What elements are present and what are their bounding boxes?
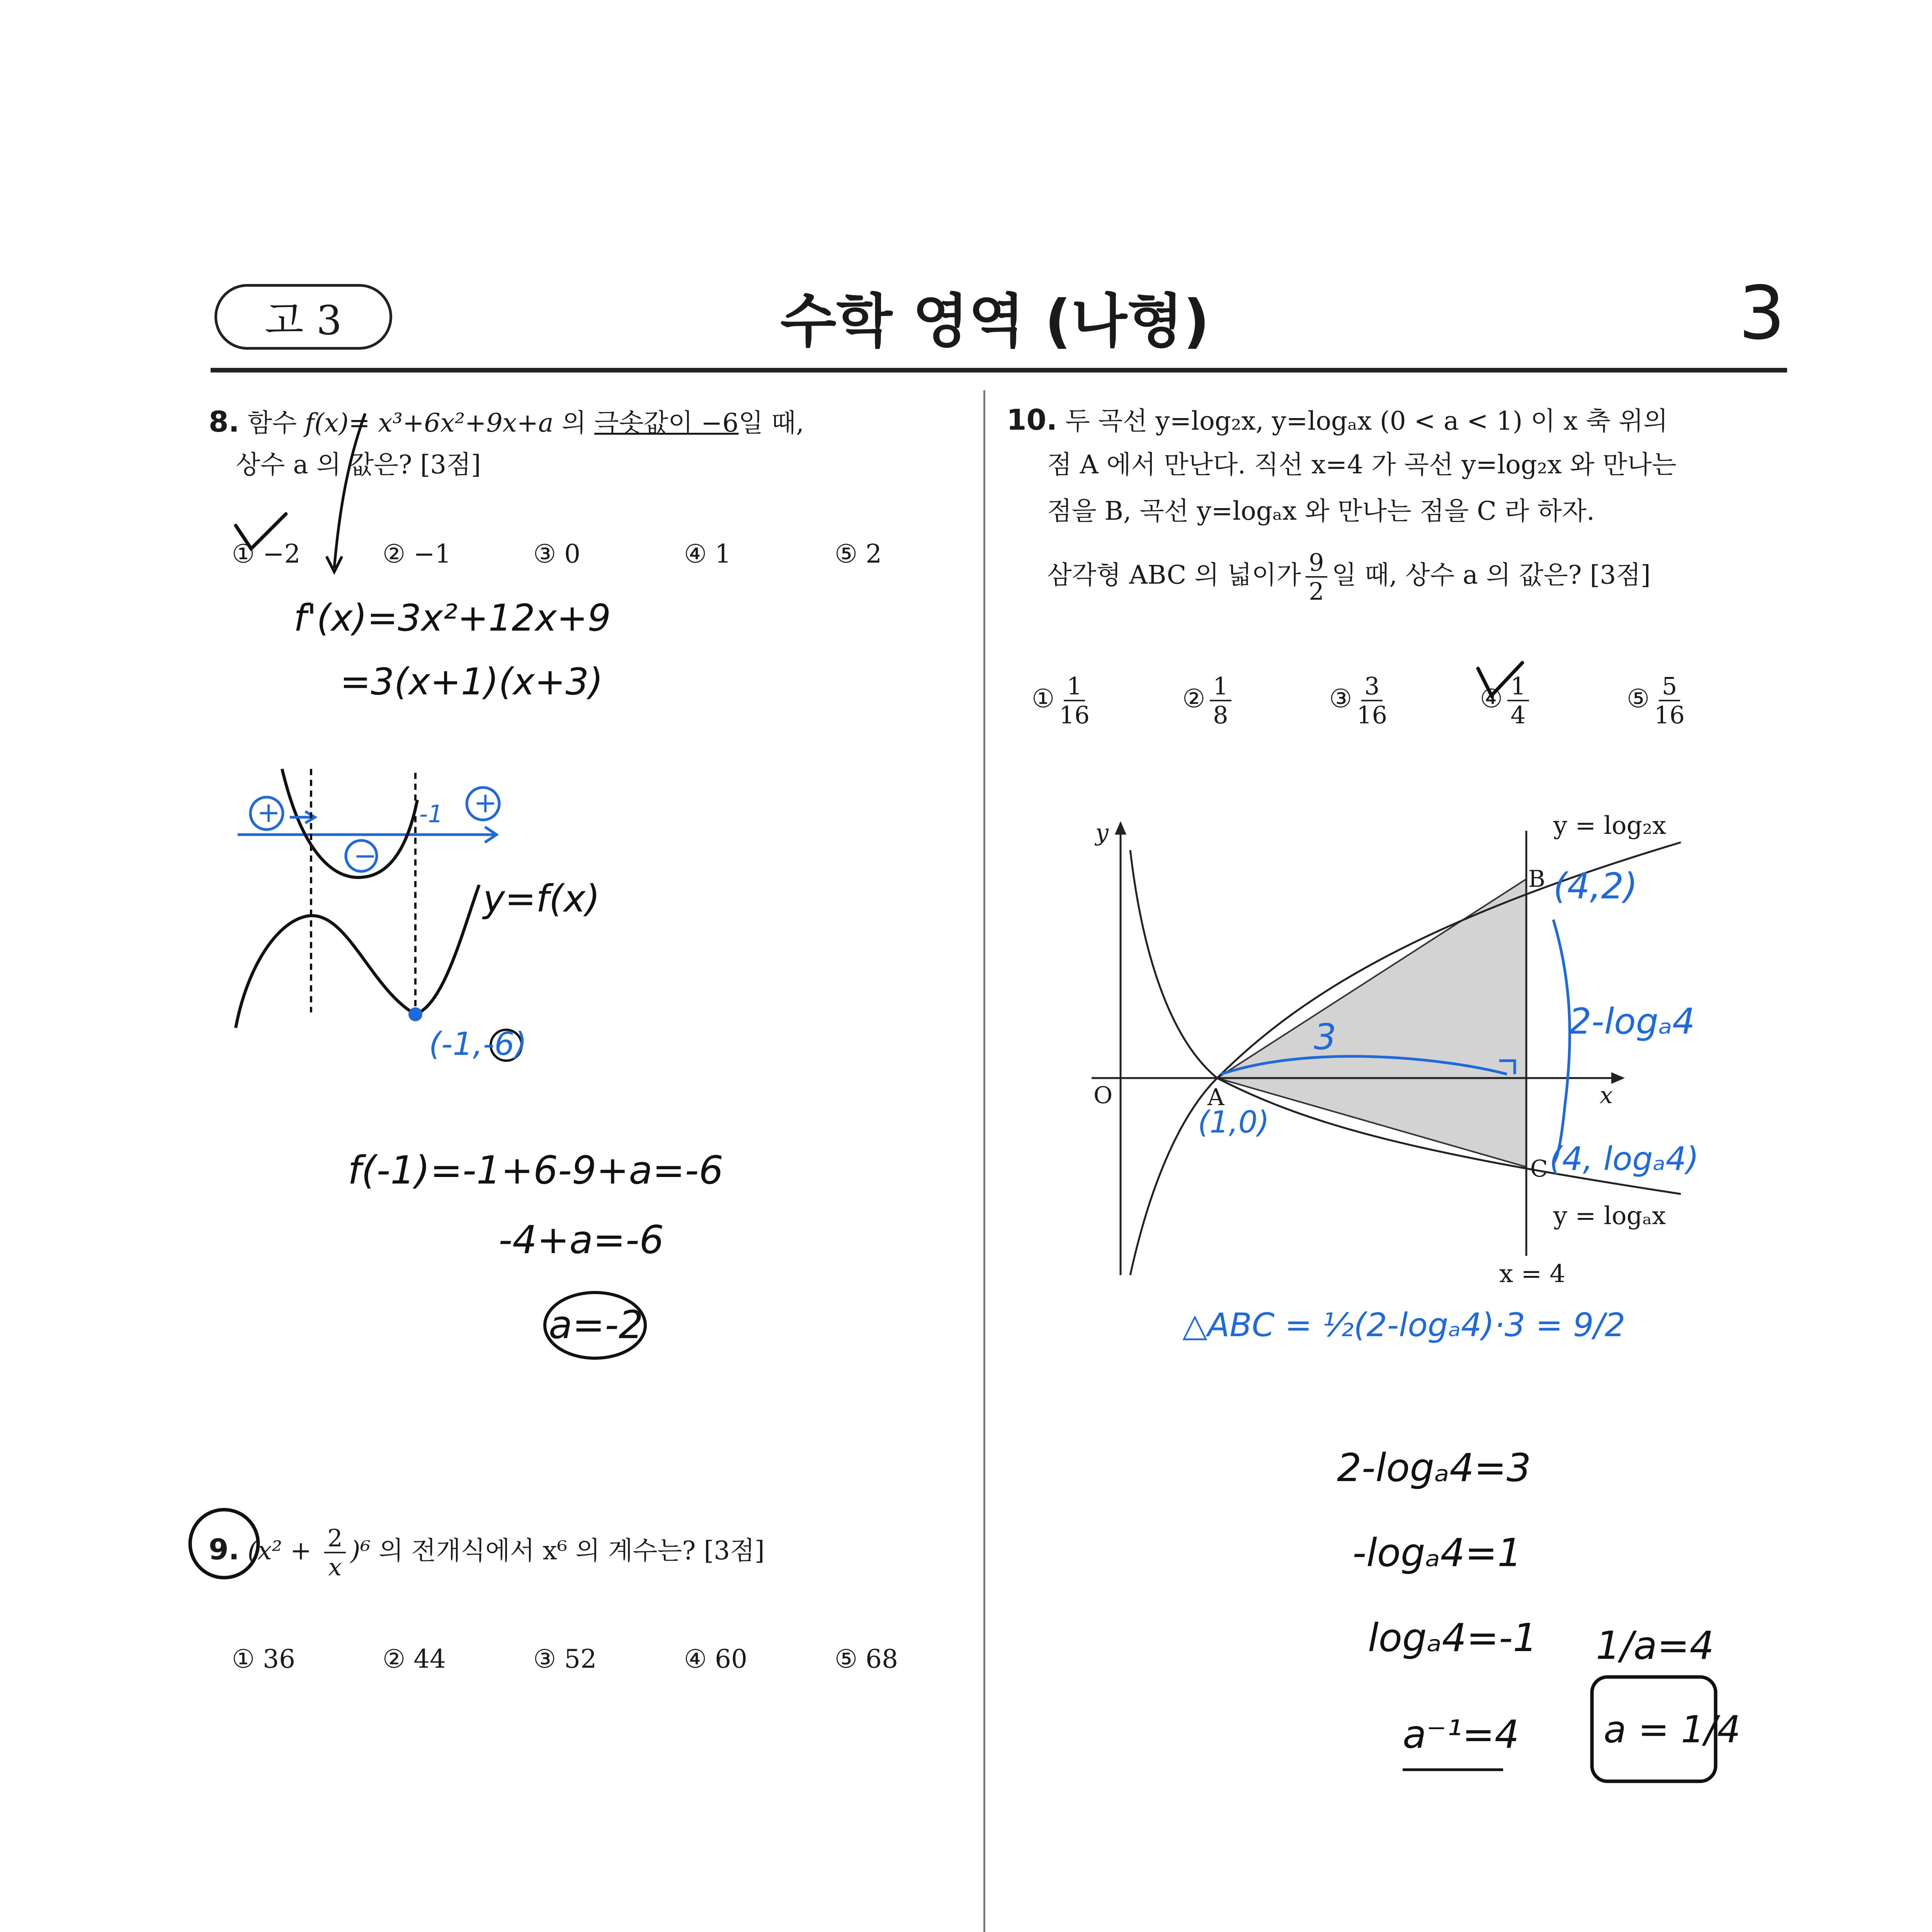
sign-plus-right: + xyxy=(474,786,497,819)
q10-choice-5-num: 5 xyxy=(1659,672,1680,701)
x-axis-arrow-icon xyxy=(1611,1072,1625,1084)
graph-y-axis-label: y xyxy=(1095,819,1109,846)
q10-line3: 점을 B, 곡선 y=logₐx 와 만나는 점을 C 라 하자. xyxy=(1047,496,1595,526)
q9-text: 의 전개식에서 x⁶ 의 계수는? [3점] xyxy=(370,1536,765,1566)
q8-derivative: f'(x)=3x²+12x+9 xyxy=(294,597,611,639)
q10-text-1: 두 곡선 y=log₂x, y=logₐx (0 < a < 1) 이 x 축 위의 xyxy=(1065,406,1668,436)
sign-minus: − xyxy=(354,839,377,872)
q10-choice-2-den: 8 xyxy=(1213,701,1228,730)
q9-choice-5[interactable]: ⑤ 68 xyxy=(835,1644,898,1674)
q8-answer: a=-2 xyxy=(549,1302,643,1347)
q9-frac-num: 2 xyxy=(324,1524,345,1553)
q9-frac-den: x xyxy=(328,1553,342,1582)
q8-equation-1: f(-1)=-1+6-9+a=-6 xyxy=(348,1148,724,1193)
q8-function: f(x)= x³+6x²+9x+a xyxy=(305,408,554,438)
q10-step-3: logₐ4=-1 xyxy=(1368,1615,1537,1660)
q10-area-den: 2 xyxy=(1309,577,1324,606)
q10-choice-5-mark: ⑤ xyxy=(1627,684,1650,714)
graph-point-a: A xyxy=(1208,1084,1225,1111)
q8-choice-1[interactable]: ① −2 xyxy=(232,539,301,569)
minimum-point-label: (-1,-6) xyxy=(429,1026,527,1063)
q8-underlined-condition: 극솟값이 −6 xyxy=(594,408,739,438)
q10-choice-3-den: 16 xyxy=(1357,701,1388,730)
q10-step-4: a⁻¹=4 xyxy=(1403,1712,1519,1757)
q10-side-equation: 1/a=4 xyxy=(1596,1623,1714,1668)
q10-number: 10. xyxy=(1007,403,1058,437)
q10-choice-1-mark: ① xyxy=(1032,684,1055,714)
q9-choice-4[interactable]: ④ 60 xyxy=(684,1644,748,1674)
q9-number: 9. xyxy=(209,1533,240,1566)
q8-choice-2[interactable]: ② −1 xyxy=(383,539,451,569)
graph-line-x4-label: x = 4 xyxy=(1499,1260,1566,1288)
q8-number: 8. xyxy=(209,405,240,439)
q10-step-1: 2-logₐ4=3 xyxy=(1337,1445,1531,1490)
q8-choice-5[interactable]: ⑤ 2 xyxy=(835,539,882,569)
q10-choice-5-den: 16 xyxy=(1654,701,1685,730)
q10-choice-2-num: 1 xyxy=(1210,672,1231,701)
grade-label: 고 3 xyxy=(265,297,342,344)
q10-choice-4-num: 1 xyxy=(1507,672,1529,701)
q10-check-mark-icon xyxy=(1478,663,1522,696)
graph-point-b: B xyxy=(1528,866,1546,893)
q9-choice-1[interactable]: ① 36 xyxy=(232,1644,296,1674)
point-a-coord: (1,0) xyxy=(1198,1105,1269,1140)
q10-area-num: 9 xyxy=(1306,549,1327,578)
side-length-label: 2-logₐ4 xyxy=(1569,1001,1695,1042)
graph-curve-log2-label: y = log₂x xyxy=(1553,811,1667,840)
graph-origin-label: O xyxy=(1094,1082,1113,1109)
q9-choice-3[interactable]: ③ 52 xyxy=(533,1644,597,1674)
q9-expr-post: )⁶ xyxy=(350,1536,371,1566)
q9-expr-pre: (x² + xyxy=(247,1536,320,1566)
q8-choice-3[interactable]: ③ 0 xyxy=(533,539,581,569)
q10-choice-1-num: 1 xyxy=(1064,672,1085,701)
q10-choice-4-den: 4 xyxy=(1510,701,1526,730)
q10-choice-2-mark: ② xyxy=(1182,684,1206,714)
q8-text-pre: 함수 xyxy=(247,408,305,438)
q10-choice-3-mark: ③ xyxy=(1329,684,1352,714)
q10-text-4-post: 일 때, 상수 a 의 값은? [3점] xyxy=(1332,560,1651,590)
q10-choice-3-num: 3 xyxy=(1361,672,1383,701)
q10-answer: a = 1/4 xyxy=(1604,1708,1741,1751)
q8-choice-4[interactable]: ④ 1 xyxy=(684,539,731,569)
root-label-minus1: -1 xyxy=(419,800,443,828)
q10-choice-4-mark: ④ xyxy=(1480,684,1503,714)
side-length-arc xyxy=(1553,920,1570,1163)
graph-curve-loga-label: y = logₐx xyxy=(1553,1202,1666,1230)
q8-text-mid: 의 xyxy=(553,408,595,438)
q10-line2: 점 A 에서 만난다. 직선 x=4 가 곡선 y=log₂x 와 만나는 xyxy=(1047,450,1677,480)
page-number: 3 xyxy=(1738,270,1785,356)
q8-equation-2: -4+a=-6 xyxy=(498,1217,664,1262)
q8-line2: 상수 a 의 값은? [3점] xyxy=(236,450,481,480)
base-length-label: 3 xyxy=(1314,1016,1337,1058)
cubic-graph-label: y=f(x) xyxy=(483,877,600,920)
q8-text-post: 일 때, xyxy=(738,408,804,438)
page-title: 수학 영역 (나형) xyxy=(780,288,1210,355)
point-c-coord: (4, logₐ4) xyxy=(1549,1140,1699,1178)
q8-derivative-factored: =3(x+1)(x+3) xyxy=(340,661,603,703)
graph-point-c: C xyxy=(1530,1155,1548,1182)
graph-x-axis-label: x xyxy=(1600,1082,1613,1109)
q9-choice-2[interactable]: ② 44 xyxy=(383,1644,446,1674)
point-b-coord: (4,2) xyxy=(1553,866,1638,907)
area-equation: △ABC = ½(2-logₐ4)·3 = 9/2 xyxy=(1182,1306,1626,1344)
q10-text-4-pre: 삼각형 ABC 의 넓이가 xyxy=(1047,560,1301,590)
y-axis-arrow-icon xyxy=(1115,821,1126,835)
q10-step-2: -logₐ4=1 xyxy=(1352,1530,1522,1575)
sign-plus-left: + xyxy=(257,796,281,828)
q10-choice-1-den: 16 xyxy=(1059,701,1090,730)
